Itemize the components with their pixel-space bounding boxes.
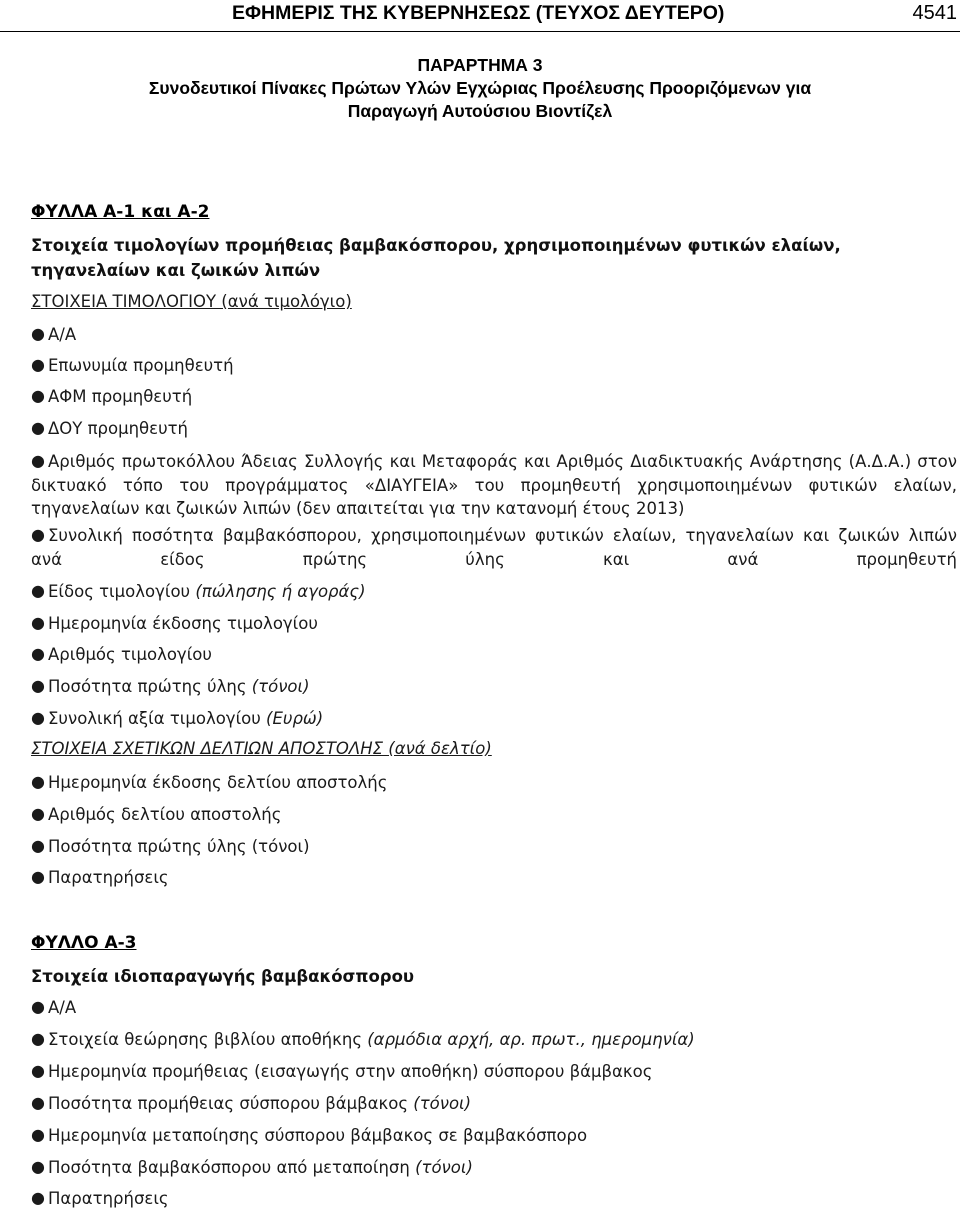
list-item: ● Αριθμός τιμολογίου <box>31 644 212 664</box>
list-item: ● Συνολική ποσότητα βαμβακόσπορου, χρησιμοποιημένων φυτικών ελαίων, τηγανελαίων και ζωικών λιπών ανά είδος πρώτης ύλης και ανά προμηθευτή <box>31 525 957 569</box>
invoice-section-heading: ΣΤΟΙΧΕΙΑ ΤΙΜΟΛΟΓΙΟΥ (ανά τιμολόγιο) <box>31 292 352 311</box>
page-header <box>0 0 960 32</box>
list-item: ● Παρατηρήσεις <box>31 1188 169 1208</box>
annex-label: ΠΑΡΑΡΤΗΜΑ 3 <box>417 55 543 75</box>
list-item: ● Ποσότητα βαμβακόσπορου από μεταποίηση (τόνοι) <box>31 1157 473 1177</box>
annex-title-line-1: Συνοδευτικοί Πίνακες Πρώτων Υλών Εγχώριας Προέλευσης Προοριζόμενων για <box>148 78 812 98</box>
annex-title-line-2: Παραγωγή Αυτούσιου Βιοντίζελ <box>347 101 613 121</box>
list-item: ● Ημερομηνία έκδοσης δελτίου αποστολής <box>31 772 388 792</box>
sheet-a1-a2-title: ΦΥΛΛΑ Α-1 και Α-2 <box>31 202 210 222</box>
list-item: ● Ημερομηνία μεταποίησης σύσπορου βάμβακος σε βαμβακόσπορο <box>31 1125 588 1145</box>
list-item: ● Α/Α <box>31 324 77 344</box>
list-item: ● Ποσότητα πρώτης ύλης (τόνοι) <box>31 836 310 856</box>
list-item: ● Ημερομηνία προμήθειας (εισαγωγής στην αποθήκη) σύσπορου βάμβακος <box>31 1061 653 1081</box>
list-item: ● Ποσότητα προμήθειας σύσπορου βάμβακος (τόνοι) <box>31 1093 472 1113</box>
list-item: ● Ημερομηνία έκδοσης τιμολογίου <box>31 613 318 633</box>
list-item: ● ΔΟΥ προμηθευτή <box>31 418 189 438</box>
list-item: ● Ποσότητα πρώτης ύλης (τόνοι) <box>31 676 310 696</box>
list-item: ● ΑΦΜ προμηθευτή <box>31 386 193 406</box>
list-item: ● Στοιχεία θεώρησης βιβλίου αποθήκης (αρμόδια αρχή, αρ. πρωτ., ημερομηνία) <box>31 1029 695 1049</box>
list-item: ● Επωνυμία προμηθευτή <box>31 355 234 375</box>
list-item: ● Συνολική αξία τιμολογίου (Ευρώ) <box>31 708 324 728</box>
gazette-title: ΕΦΗΜΕΡΙΣ ΤΗΣ ΚΥΒΕΡΝΗΣΕΩΣ (ΤΕΥΧΟΣ ΔΕΥΤΕΡΟ) <box>232 2 725 24</box>
sheet-a3-title: ΦΥΛΛΟ Α-3 <box>31 933 137 953</box>
delivery-section-heading: ΣΤΟΙΧΕΙΑ ΣΧΕΤΙΚΩΝ ΔΕΛΤΙΩΝ ΑΠΟΣΤΟΛΗΣ (ανά δελτίο) <box>31 739 492 758</box>
list-item: ● Παρατηρήσεις <box>31 867 169 887</box>
list-item: ● Είδος τιμολογίου (πώλησης ή αγοράς) <box>31 581 366 601</box>
list-item: ● Αριθμός πρωτοκόλλου Άδειας Συλλογής και Μεταφοράς και Αριθμός Διαδικτυακής Ανάρτησης (Α.Δ.Α.) στον δικτυακό τόπο του προγράμματος «ΔΙΑΥΓΕΙΑ» του προμηθευτή χρησιμοποιημένων φυτικών ελαίων, τηγανελαίων και ζωικών λιπών (δεν απαιτείται για την κατανομή έτους 2013) <box>31 451 957 518</box>
list-item: ● Αριθμός δελτίου αποστολής <box>31 804 282 824</box>
page-number: 4541 <box>912 2 957 24</box>
sheet-a1-a2-subtitle: Στοιχεία τιμολογίων προμήθειας βαμβακόσπορου, χρησιμοποιημένων φυτικών ελαίων, τηγανελαίων και ζωικών λιπών <box>31 236 841 280</box>
sheet-a3-subtitle: Στοιχεία ιδιοπαραγωγής βαμβακόσπορου <box>31 967 415 986</box>
list-item: ● Α/Α <box>31 997 77 1017</box>
